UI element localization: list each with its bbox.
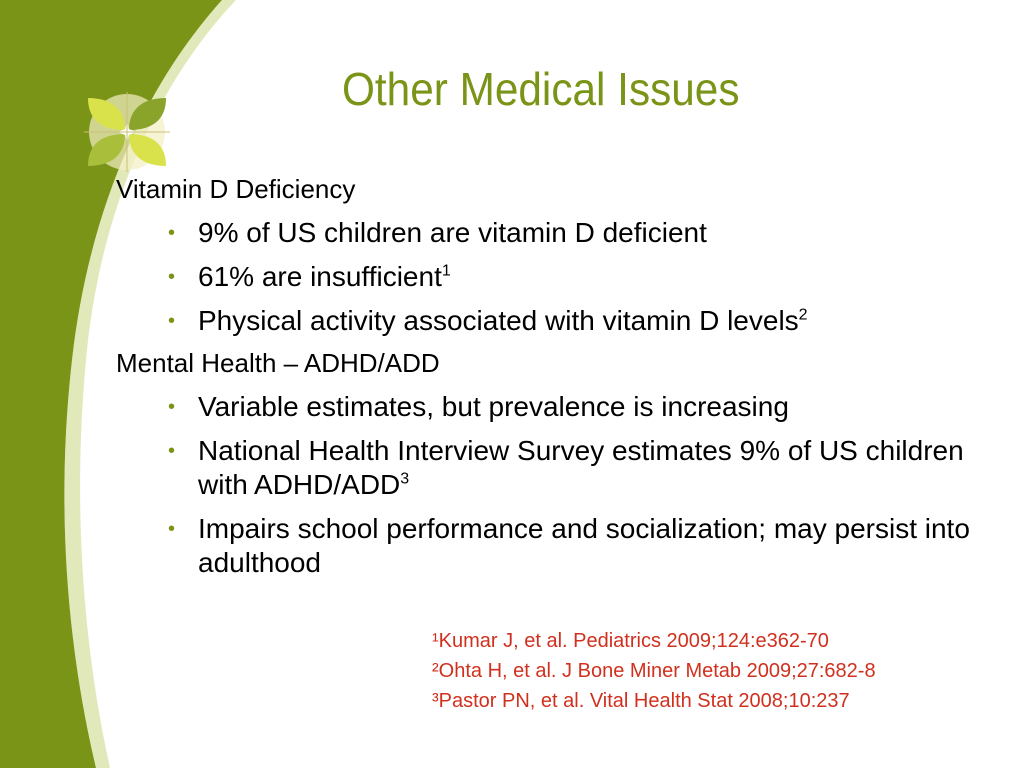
mental-health-bullet-list	[116, 390, 1016, 580]
vitamin-d-bullet-list	[116, 216, 1016, 338]
bullet-dot-icon: •	[168, 518, 176, 540]
bullet-item	[166, 260, 1018, 294]
section-heading-vitamin-d: Vitamin D Deficiency	[116, 174, 356, 204]
references-list	[432, 626, 876, 716]
bullet-dot-icon: •	[168, 310, 176, 332]
bullet-text: Physical activity associated with vitamin D levels	[198, 305, 799, 336]
leaf-flower-logo-icon	[80, 90, 174, 174]
bullet-text: Variable estimates, but prevalence is increasing	[198, 391, 789, 422]
bullet-item	[166, 512, 1018, 580]
bullet-item	[166, 304, 1018, 338]
citation-superscript: 2	[798, 306, 808, 324]
bullet-text: 9% of US children are vitamin D deficient	[198, 217, 707, 248]
citation-superscript: 1	[441, 262, 451, 280]
slide-body	[116, 172, 1016, 580]
section-heading-mental-health: Mental Health – ADHD/ADD	[116, 348, 440, 378]
reference-item: ³Pastor PN, et al. Vital Health Stat 2008;10:237	[432, 690, 850, 712]
bullet-dot-icon: •	[168, 266, 176, 288]
bullet-text: National Health Interview Survey estimates 9% of US children with ADHD/ADD	[198, 435, 964, 500]
bullet-item	[166, 390, 1018, 424]
reference-item: ¹Kumar J, et al. Pediatrics 2009;124:e362-70	[432, 630, 829, 652]
bullet-item	[166, 434, 1018, 502]
bullet-dot-icon: •	[168, 222, 176, 244]
reference-item: ²Ohta H, et al. J Bone Miner Metab 2009;27:682-8	[432, 660, 876, 682]
bullet-text: 61% are insufficient	[198, 261, 442, 292]
bullet-item	[166, 216, 1018, 250]
bullet-dot-icon: •	[168, 440, 176, 462]
bullet-dot-icon: •	[168, 396, 176, 418]
slide-title: Other Medical Issues	[342, 63, 740, 115]
citation-superscript: 3	[400, 470, 410, 488]
bullet-text: Impairs school performance and socialization; may persist into adulthood	[198, 513, 970, 578]
